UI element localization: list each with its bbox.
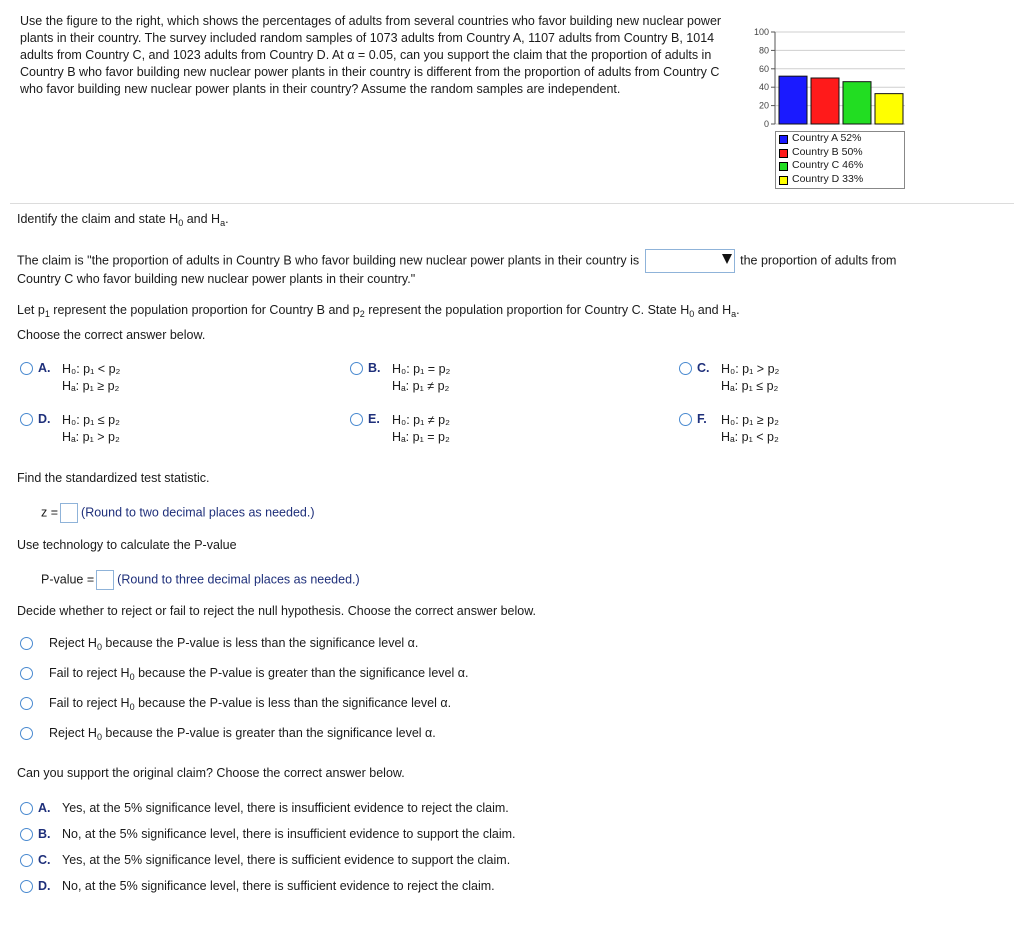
y-tick-label: 60 [758, 63, 769, 74]
identify-prompt: Identify the claim and state $H_0$ and $H_a$. [17, 212, 229, 228]
hyp-a-ha: Hₐ: p₁ ≥ p₂ [62, 379, 120, 393]
legend-item-a: Country A 52% [776, 132, 904, 146]
radio-hyp-a[interactable] [20, 362, 33, 375]
radio-support-b[interactable] [20, 828, 33, 841]
legend-item-d: Country D 33% [776, 173, 904, 187]
chevron-down-icon[interactable] [722, 254, 732, 264]
radio-hyp-f[interactable] [679, 413, 692, 426]
z-row: z = (Round to two decimal places as needed.) [41, 503, 315, 523]
support-prompt: Can you support the original claim? Choose the correct answer below. [17, 766, 405, 780]
p-value-row: P-value = (Round to three decimal places as needed.) [41, 570, 360, 590]
radio-decision-2[interactable] [20, 667, 33, 680]
y-tick-label: 0 [763, 119, 769, 128]
hyp-d-h0: H₀: p₁ ≤ p₂ [62, 413, 120, 427]
p-value-answer-input[interactable] [96, 570, 114, 590]
choose-prompt-1: Choose the correct answer below. [17, 328, 206, 342]
bar-country-d [875, 94, 903, 124]
let-statement: Let $p_1$ represent the population proportion for Country B and $p_2$ represent the population proportion for Country C. State $H_0$ and $H_a$. [17, 303, 740, 319]
hyp-b-ha: Hₐ: p₁ ≠ p₂ [392, 379, 450, 393]
legend-item-b: Country B 50% [776, 146, 904, 160]
section-divider [10, 203, 1014, 204]
radio-support-c[interactable] [20, 854, 33, 867]
problem-statement: Use the figure to the right, which shows the percentages of adults from several countries who favor building new nuclear power plants in their country. The survey included random samples of 1073 adults from Country A, 1107 adults from Country B, 1014 adults from Country C, and 1023 adults from Country D. At α = 0.05, can you support the claim that the proportion of adults in Country B who favor building new nuclear power plants in their country is different from the proportion of adults from Country C who favor building new nuclear power plants in their country? Assume the random samples are independent. [20, 14, 722, 96]
claim-sentence: The claim is "the proportion of adults in Country B who favor building new nuclear power plants in their country is the proportion of adults from [17, 249, 896, 273]
hyp-e-ha: Hₐ: p₁ = p₂ [392, 430, 450, 444]
hyp-f-h0: H₀: p₁ ≥ p₂ [721, 413, 779, 427]
y-tick-label: 20 [758, 100, 769, 111]
hyp-e-h0: H₀: p₁ ≠ p₂ [392, 413, 450, 427]
hyp-f-ha: Hₐ: p₁ < p₂ [721, 430, 779, 444]
z-answer-input[interactable] [60, 503, 78, 523]
radio-hyp-c[interactable] [679, 362, 692, 375]
radio-support-d[interactable] [20, 880, 33, 893]
bar-chart [742, 26, 912, 128]
hyp-b-h0: H₀: p₁ = p₂ [392, 362, 451, 376]
claim-relation-dropdown[interactable] [645, 249, 735, 273]
hyp-c-h0: H₀: p₁ > p₂ [721, 362, 780, 376]
chart-legend [775, 131, 905, 189]
legend-item-c: Country C 46% [776, 159, 904, 173]
hyp-a-h0: H₀: p₁ < p₂ [62, 362, 121, 376]
bar-country-a [779, 76, 807, 124]
radio-decision-3[interactable] [20, 697, 33, 710]
bar-country-c [843, 82, 871, 124]
radio-hyp-b[interactable] [350, 362, 363, 375]
hyp-c-ha: Hₐ: p₁ ≤ p₂ [721, 379, 779, 393]
claim-sentence-cont: Country C who favor building new nuclear power plants in their country." [17, 272, 416, 286]
radio-decision-4[interactable] [20, 727, 33, 740]
hyp-d-ha: Hₐ: p₁ > p₂ [62, 430, 120, 444]
y-tick-label: 100 [753, 27, 769, 37]
y-tick-label: 40 [758, 82, 769, 93]
bar-country-b [811, 78, 839, 124]
radio-decision-1[interactable] [20, 637, 33, 650]
find-statistic-prompt: Find the standardized test statistic. [17, 471, 210, 485]
radio-hyp-e[interactable] [350, 413, 363, 426]
radio-hyp-d[interactable] [20, 413, 33, 426]
decide-prompt: Decide whether to reject or fail to reject the null hypothesis. Choose the correct answer below. [17, 604, 537, 618]
y-tick-label: 80 [758, 45, 769, 56]
use-tech-prompt: Use technology to calculate the P-value [17, 538, 237, 552]
radio-support-a[interactable] [20, 802, 33, 815]
